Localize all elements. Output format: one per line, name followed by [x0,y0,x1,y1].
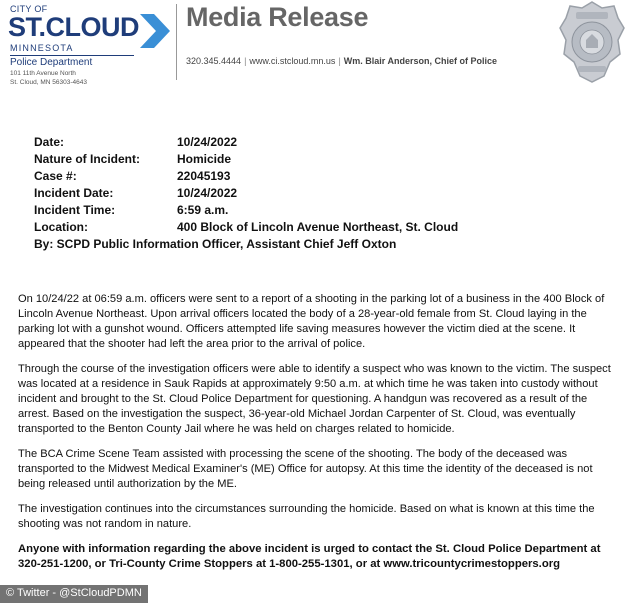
logo-address-line2: St. Cloud, MN 56303-4643 [10,79,87,86]
chevron-right-icon [140,14,170,48]
release-body [18,292,616,582]
incident-label: Date: [34,135,65,149]
chief-of-police: Wm. Blair Anderson, Chief of Police [343,56,497,66]
paragraph: Through the course of the investigation officers were able to identify a suspect who was known to the victim. The suspect was located at a residence in Sauk Rapids at approximately 9:50 a.m. at which time he was taken into custody without incident and brought to the St. Cloud Police Department for questioning. A handgun was recovered as a result of the arrest. Based on the investigation the suspect, 36-year-old Michael Jordan Carpenter of St. Cloud, was eventually transported to the Benton County Jail where he was held on charges related to homicide. [18,363,611,435]
contact-paragraph: Anyone with information regarding the above incident is urged to contact the St. Cloud Police Department at 320-251-1200, or Tri-County Crime Stoppers at 1-800-255-1301, or at www.tricountycrimestoppers.org [18,543,601,570]
logo-department: Police Department [10,57,93,68]
police-badge-icon [558,0,626,84]
page-title: Media Release [186,2,369,32]
logo-city-name: ST.CLOUD [8,12,139,42]
incident-label: Incident Date: [34,186,114,200]
paragraph: The investigation continues into the circumstances surrounding the homicide. Based on what is known at this time the shooting was not random in nature. [18,503,595,530]
incident-value: 6:59 a.m. [177,203,229,217]
incident-value: 10/24/2022 [177,135,238,149]
phone-number: 320.345.4444 [186,56,242,66]
city-logo [6,4,166,90]
incident-label: Incident Time: [34,203,116,217]
letterhead [0,0,634,96]
incident-row [34,134,624,151]
website-link[interactable]: www.ci.stcloud.mn.us [249,56,336,66]
paragraph: On 10/24/22 at 06:59 a.m. officers were sent to a report of a shooting in the parking lot of a business in the 400 Block of Lincoln Avenue Northeast. Upon arrival officers located the body of a 28-year-old female from St. Cloud laying in the parking lot with a gunshot wound. Officers attempted life saving measures however the victim died at the scene. It appeared that the shooter had left the area prior to the arrival of police. [18,293,605,350]
incident-details [34,134,624,253]
header-divider [176,4,177,80]
logo-address-line1: 101 11th Avenue North [10,70,76,77]
incident-row [34,168,624,185]
incident-value: 22045193 [177,169,231,183]
incident-label: Location: [34,220,88,234]
logo-state: MINNESOTA [10,43,74,53]
incident-value: Homicide [177,152,232,166]
logo-city-of: CITY OF [10,4,48,14]
incident-row [34,185,624,202]
incident-value: 10/24/2022 [177,186,238,200]
incident-row [34,219,624,236]
incident-row [34,151,624,168]
paragraph: The BCA Crime Scene Team assisted with processing the scene of the shooting. The body of the deceased was transported to the Midwest Medical Examiner's (ME) Office for autopsy. At this time the identity of the deceased is not being released until authorization by the ME. [18,448,593,490]
twitter-watermark: © Twitter - @StCloudPDMN [0,585,148,603]
contact-line: 320.345.4444 | www.ci.stcloud.mn.us | Wm. Blair Anderson, Chief of Police [186,56,497,66]
incident-label: Case #: [34,169,77,183]
logo-divider [10,55,134,56]
incident-row [34,202,624,219]
incident-label: Nature of Incident: [34,152,141,166]
incident-value: 400 Block of Lincoln Avenue Northeast, St. Cloud [177,220,459,234]
author-line: By: SCPD Public Information Officer, Assistant Chief Jeff Oxton [34,237,397,251]
